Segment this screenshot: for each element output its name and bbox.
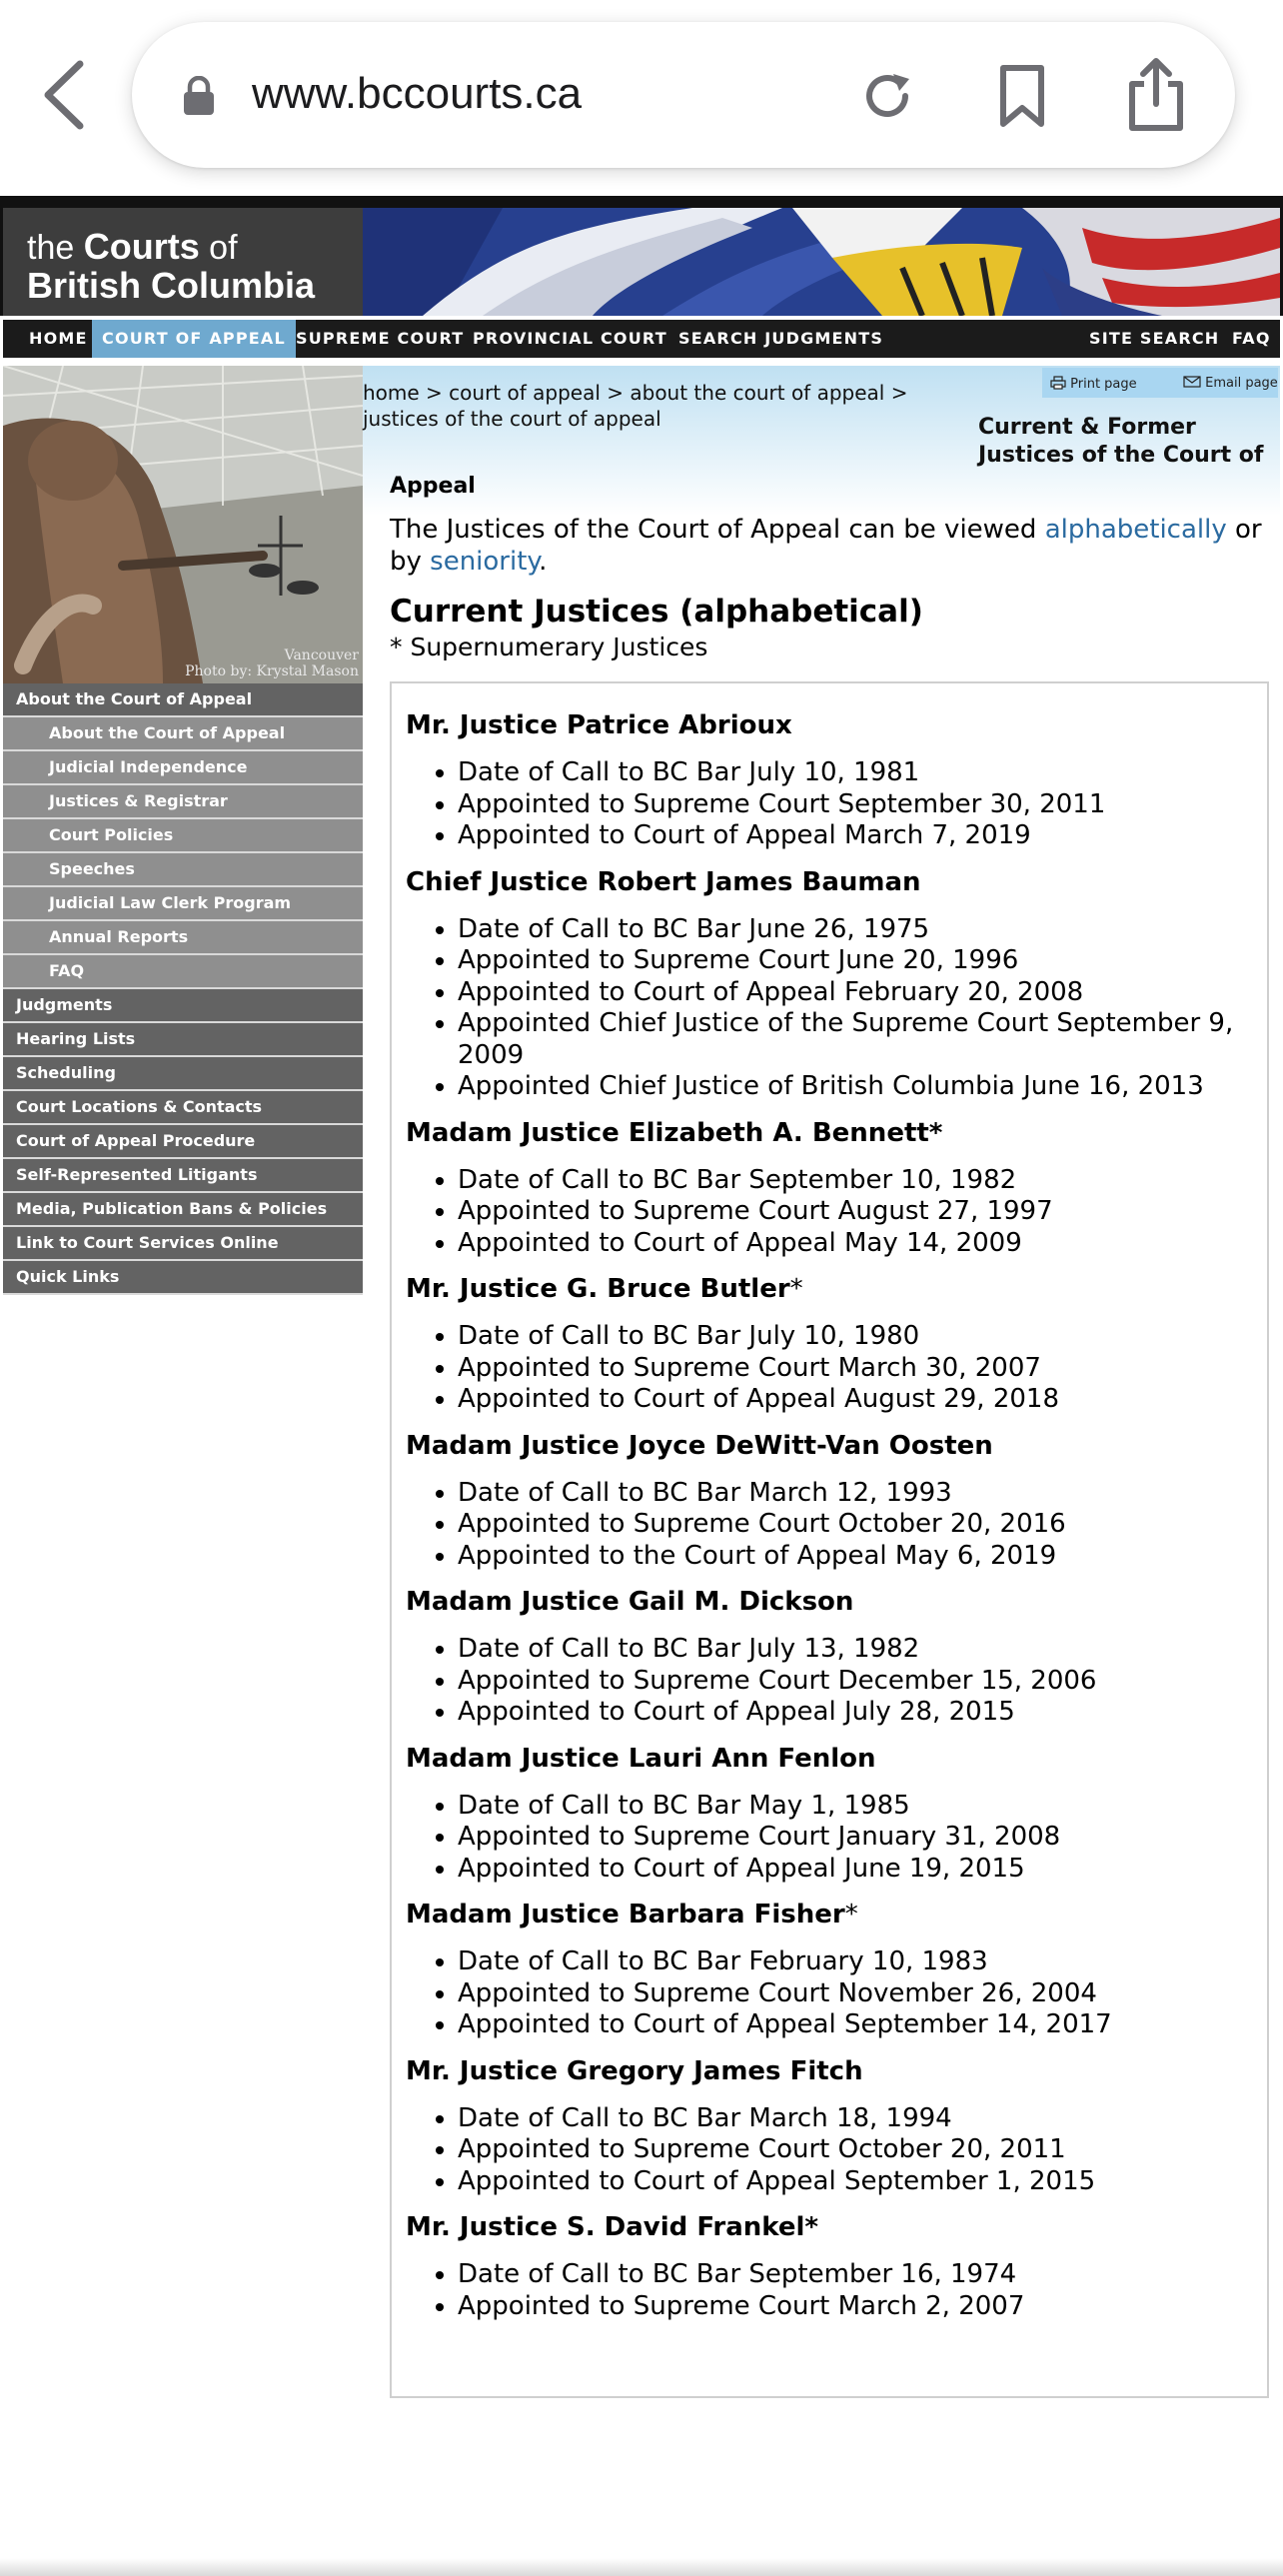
justice-fact: • Appointed to Supreme Court December 15, 2006 [458, 1666, 1253, 1698]
justice-fact: • Appointed to Supreme Court January 31, 2008 [458, 1822, 1253, 1854]
seniority-link[interactable]: seniority [430, 547, 540, 577]
nav-home[interactable]: HOME [29, 329, 88, 348]
nav-faq[interactable]: FAQ [1232, 329, 1271, 348]
sidebar-item-self-represented[interactable]: Self-Represented Litigants [3, 1159, 363, 1193]
justice-name [406, 1586, 1253, 1618]
justice-facts-list [406, 2259, 1253, 2322]
current-justices-heading: Current Justices (alphabetical) [390, 594, 923, 630]
sidebar-subitem-judicial-independence[interactable]: Judicial Independence [3, 751, 363, 785]
justice-facts-list [406, 914, 1253, 1103]
justice-name [406, 1117, 1253, 1149]
sidebar-item-court-services-online[interactable]: Link to Court Services Online [3, 1227, 363, 1261]
flag-banner-image [363, 208, 1280, 316]
justice-name [406, 866, 1253, 898]
nav-site-search[interactable]: SITE SEARCH [1089, 329, 1220, 348]
justice-fact: • Date of Call to BC Bar September 16, 1974 [458, 2259, 1253, 2291]
justice-name [406, 1899, 1253, 1931]
logo-of: of [209, 229, 238, 267]
email-page-label: Email page [1205, 376, 1278, 391]
justice-fact: • Date of Call to BC Bar March 18, 1994 [458, 2103, 1253, 2135]
main-content [390, 472, 1269, 2398]
sidebar-subitem-annual-reports[interactable]: Annual Reports [3, 921, 363, 955]
justice-name [406, 1273, 1253, 1305]
justice-fact: • Date of Call to BC Bar July 10, 1981 [458, 757, 1253, 789]
justice-name [406, 1743, 1253, 1775]
justice-fact: • Appointed to Supreme Court March 2, 2007 [458, 2291, 1253, 2323]
sidebar-subitem-justices-registrar[interactable]: Justices & Registrar [3, 785, 363, 819]
sidebar-item-court-locations[interactable]: Court Locations & Contacts [3, 1091, 363, 1125]
justice-facts-list [406, 1634, 1253, 1729]
justice-fact: • Appointed to Court of Appeal February 20, 2008 [458, 977, 1253, 1009]
nav-court-of-appeal[interactable]: COURT OF APPEAL [92, 320, 296, 358]
sidebar-item-hearing-lists[interactable]: Hearing Lists [3, 1023, 363, 1057]
breadcrumb-line-1[interactable]: home > court of appeal > about the court of appeal > [363, 381, 908, 405]
logo-british-columbia: British Columbia [27, 265, 316, 306]
sidebar-subitem-law-clerk-program[interactable]: Judicial Law Clerk Program [3, 887, 363, 921]
page-title-line-1: Current & Former [978, 415, 1196, 440]
print-page-label: Print page [1070, 377, 1137, 392]
justices-list [390, 681, 1269, 2398]
photo-caption-place: Vancouver [284, 647, 359, 663]
justice-fact: • Date of Call to BC Bar February 10, 1983 [458, 1946, 1253, 1978]
sidebar-item-scheduling[interactable]: Scheduling [3, 1057, 363, 1091]
main-nav [3, 320, 1280, 358]
justice-fact: • Date of Call to BC Bar March 12, 1993 [458, 1478, 1253, 1510]
justice-fact: • Appointed to Supreme Court November 26, 2004 [458, 1978, 1253, 2010]
reload-icon[interactable] [859, 66, 919, 126]
justice-fact: • Appointed to Court of Appeal September 1, 2015 [458, 2166, 1253, 2198]
justice-fact: • Date of Call to BC Bar July 13, 1982 [458, 1634, 1253, 1666]
justice-name-text: Mr. Justice Patrice Abrioux [406, 710, 792, 740]
justice-fact: • Appointed to Court of Appeal May 14, 2009 [458, 1228, 1253, 1260]
justice-fact: • Appointed to Court of Appeal August 29, 2018 [458, 1384, 1253, 1416]
justice-fact: • Appointed to the Court of Appeal May 6, 2019 [458, 1541, 1253, 1573]
justice-facts-list [406, 1321, 1253, 1416]
print-page-link[interactable] [1050, 376, 1137, 393]
page-title-continued: Appeal [390, 474, 476, 499]
envelope-icon [1183, 376, 1201, 388]
alphabetically-link[interactable]: alphabetically [1044, 515, 1227, 545]
browser-chrome [0, 0, 1283, 196]
sidebar-subitem-court-policies[interactable]: Court Policies [3, 819, 363, 853]
share-icon[interactable] [1126, 56, 1186, 132]
justice-facts-list [406, 1478, 1253, 1573]
justice-facts-list [406, 757, 1253, 852]
sidebar-subitem-speeches[interactable]: Speeches [3, 853, 363, 887]
url-text[interactable]: www.bccourts.ca [252, 69, 583, 118]
justice-name-text: Mr. Justice S. David Frankel* [406, 2212, 819, 2242]
lock-icon [182, 76, 216, 116]
justice-name-text: Mr. Justice G. Bruce Butler [406, 1274, 790, 1304]
justice-fact: • Appointed to Supreme Court June 20, 1996 [458, 945, 1253, 977]
justice-name-text: Madam Justice Lauri Ann Fenlon [406, 1743, 876, 1774]
justice-name-text: Madam Justice Barbara Fisher [406, 1900, 845, 1930]
justice-name-text: Madam Justice Elizabeth A. Bennett* [406, 1117, 943, 1148]
justice-fact: • Date of Call to BC Bar May 1, 1985 [458, 1791, 1253, 1823]
bookmark-icon[interactable] [997, 64, 1047, 128]
top-strip [0, 196, 1283, 208]
bottom-fade [0, 2558, 1283, 2576]
justice-name [406, 2055, 1253, 2087]
nav-provincial-court[interactable]: PROVINCIAL COURT [473, 329, 667, 348]
sidebar-item-procedure[interactable]: Court of Appeal Procedure [3, 1125, 363, 1159]
supernumerary-note: * Supernumerary Justices [390, 633, 708, 661]
nav-supreme-court[interactable]: SUPREME COURT [296, 329, 465, 348]
justice-fact: • Appointed Chief Justice of British Columbia June 16, 2013 [458, 1071, 1253, 1103]
justice-facts-list [406, 1946, 1253, 2041]
breadcrumb-line-2: justices of the court of appeal [363, 407, 661, 431]
statue-photo [3, 366, 363, 683]
sidebar-item-media[interactable]: Media, Publication Bans & Policies [3, 1193, 363, 1227]
page-tools [1042, 368, 1278, 398]
justice-name-text: Chief Justice Robert James Bauman [406, 866, 921, 897]
justice-fact: • Appointed to Supreme Court March 30, 2007 [458, 1353, 1253, 1385]
justice-name [406, 1430, 1253, 1462]
justice-fact: • Date of Call to BC Bar June 26, 1975 [458, 914, 1253, 946]
address-bar[interactable] [132, 22, 1235, 168]
sidebar-subitem-faq[interactable]: FAQ [3, 955, 363, 989]
justice-fact: • Appointed to Supreme Court September 30, 2011 [458, 789, 1253, 821]
justice-fact: • Date of Call to BC Bar September 10, 1982 [458, 1165, 1253, 1197]
sidebar-item-judgments[interactable]: Judgments [3, 989, 363, 1023]
supernumerary-star: * [789, 1274, 803, 1304]
site-header [0, 208, 1283, 316]
justice-fact: • Date of Call to BC Bar July 10, 1980 [458, 1321, 1253, 1353]
supernumerary-star: * [844, 1900, 858, 1930]
breadcrumb[interactable] [363, 380, 922, 432]
justice-fact: • Appointed to Court of Appeal September 14, 2017 [458, 2009, 1253, 2041]
justice-fact: • Appointed to Supreme Court August 27, 1997 [458, 1196, 1253, 1228]
sidebar-subitem-about-the-court[interactable]: About the Court of Appeal [3, 717, 363, 751]
justice-facts-list [406, 1165, 1253, 1260]
justice-name-text: Madam Justice Gail M. Dickson [406, 1587, 854, 1617]
logo-courts: Courts [83, 226, 200, 267]
logo-the: the [27, 229, 75, 267]
web-page [0, 196, 1283, 2380]
justice-name-text: Madam Justice Joyce DeWitt-Van Oosten [406, 1430, 993, 1461]
nav-search-judgments[interactable]: SEARCH JUDGMENTS [678, 329, 884, 348]
photo-caption-credit: Photo by: Krystal Mason [185, 663, 359, 679]
intro-prefix: The Justices of the Court of Appeal can be viewed [390, 515, 1045, 545]
photo-caption [185, 647, 359, 679]
justice-fact: • Appointed to Supreme Court October 20, 2016 [458, 1509, 1253, 1541]
justice-fact: • Appointed to Court of Appeal June 19, 2015 [458, 1854, 1253, 1886]
justice-fact: • Appointed to Supreme Court October 20, 2011 [458, 2134, 1253, 2166]
justice-name [406, 709, 1253, 741]
justice-fact: • Appointed to Court of Appeal July 28, 2015 [458, 1697, 1253, 1729]
intro-middle: or by [390, 515, 1262, 577]
intro-suffix: . [539, 547, 548, 577]
justice-fact: • Appointed Chief Justice of the Supreme Court September 9, 2009 [458, 1008, 1253, 1071]
email-page-link[interactable] [1183, 376, 1278, 392]
justice-facts-list [406, 1791, 1253, 1886]
site-logo[interactable] [3, 208, 363, 316]
page-title-line-2: Justices of the Court of [978, 443, 1264, 468]
justice-facts-list [406, 2103, 1253, 2198]
justice-fact: • Appointed to Court of Appeal March 7, 2019 [458, 820, 1253, 852]
intro-text [390, 514, 1269, 578]
sidebar-menu [3, 683, 363, 1295]
justice-name [406, 2211, 1253, 2243]
justice-name-text: Mr. Justice Gregory James Fitch [406, 2055, 863, 2086]
printer-icon [1050, 376, 1066, 390]
page-title [978, 414, 1274, 470]
sidebar-item-quick-links[interactable]: Quick Links [3, 1261, 363, 1295]
back-icon[interactable] [40, 58, 90, 132]
sidebar-item-about[interactable]: About the Court of Appeal [3, 683, 363, 717]
